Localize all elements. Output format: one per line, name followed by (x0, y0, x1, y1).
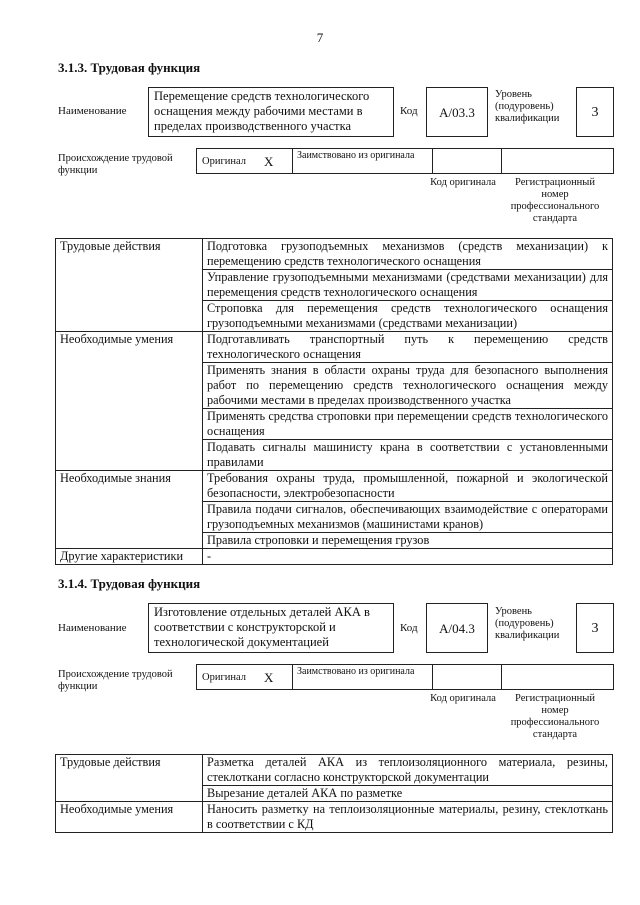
borrowed-label: Заимствовано из оригинала (297, 150, 415, 161)
row-item: Подготавливать транспортный путь к перемещению средств технологического оснащения (203, 332, 613, 363)
original-cell (197, 149, 293, 173)
section-heading: 3.1.4. Трудовая функция (58, 576, 201, 591)
code-value: А/03.3 (426, 87, 488, 137)
original-mark: X (264, 670, 274, 685)
row-item: Правила подачи сигналов, обеспечивающих взаимодействие с операторами грузоподъемных механизмов (машинистами кранов) (203, 502, 613, 533)
origin-table (196, 664, 614, 690)
borrowed-label: Заимствовано из оригинала (297, 666, 415, 677)
reg-number-caption: Регистрационный номер профессионального стандарта (510, 693, 600, 740)
row-header: Другие характеристики (56, 549, 203, 565)
name-label: Наименование (58, 622, 127, 634)
code-value: А/04.3 (426, 603, 488, 653)
page-number: 7 (316, 30, 324, 45)
table-row (56, 755, 613, 786)
original-label: Оригинал (202, 672, 246, 683)
row-item: Вырезание деталей АКА по разметке (203, 786, 613, 802)
row-header: Необходимые знания (56, 471, 203, 549)
original-label: Оригинал (202, 156, 246, 167)
origin-label: Происхождение трудовой функции (58, 669, 173, 692)
row-header: Трудовые действия (56, 239, 203, 332)
row-header: Трудовые действия (56, 755, 203, 802)
row-item: - (203, 549, 613, 565)
function-table (55, 754, 613, 833)
row-item: Применять средства строповки при перемещении средств технологического оснащения (203, 409, 613, 440)
function-name-box: Изготовление отдельных деталей АКА в соответствии с конструкторской и технологической документацией (148, 603, 394, 653)
original-mark: X (264, 154, 274, 169)
table-row (56, 802, 613, 833)
name-label: Наименование (58, 105, 127, 117)
row-item: Подавать сигналы машинисту крана в соответствии с установленными правилами (203, 440, 613, 471)
row-item: Строповка для перемещения средств технологического оснащения грузоподъемными механизмами (средствами механизации) (203, 301, 613, 332)
original-cell (197, 665, 293, 689)
row-item: Разметка деталей АКА из теплоизоляционного материала, резины, стеклоткани согласно конструкторской документации (203, 755, 613, 786)
code-original-cell (432, 665, 502, 689)
row-item: Применять знания в области охраны труда для безопасного выполнения работ по перемещению средств технологического оснащения между рабочими местами в пределах производственного участка (203, 363, 613, 409)
code-label: Код (400, 622, 418, 634)
code-original-caption: Код оригинала (430, 693, 496, 704)
level-value: 3 (576, 603, 614, 653)
origin-label: Происхождение трудовой функции (58, 153, 173, 176)
reg-number-caption: Регистрационный номер профессионального стандарта (510, 177, 600, 224)
row-header: Необходимые умения (56, 332, 203, 471)
level-label: Уровень (подуровень) квалификации (495, 606, 560, 641)
function-table (55, 238, 613, 565)
level-value: 3 (576, 87, 614, 137)
function-name-box: Перемещение средств технологического оснащения между рабочими местами в пределах производственного участка (148, 87, 394, 137)
code-label: Код (400, 105, 418, 117)
table-row (56, 549, 613, 565)
code-original-cell (432, 149, 502, 173)
row-header: Необходимые умения (56, 802, 203, 833)
row-item: Правила строповки и перемещения грузов (203, 533, 613, 549)
origin-table (196, 148, 614, 174)
row-item: Требования охраны труда, промышленной, пожарной и экологической безопасности, электробезопасности (203, 471, 613, 502)
table-row (56, 332, 613, 363)
row-item: Управление грузоподъемными механизмами (средствами механизации) для перемещения средств технологического оснащения (203, 270, 613, 301)
code-original-caption: Код оригинала (430, 177, 496, 188)
section-heading: 3.1.3. Трудовая функция (58, 60, 201, 75)
table-row (56, 471, 613, 502)
row-item: Наносить разметку на теплоизоляционные материалы, резину, стеклоткань в соответствии с КД (203, 802, 613, 833)
table-row (56, 239, 613, 270)
row-item: Подготовка грузоподъемных механизмов (средств механизации) к перемещению средств технологического оснащения (203, 239, 613, 270)
level-label: Уровень (подуровень) квалификации (495, 89, 560, 124)
